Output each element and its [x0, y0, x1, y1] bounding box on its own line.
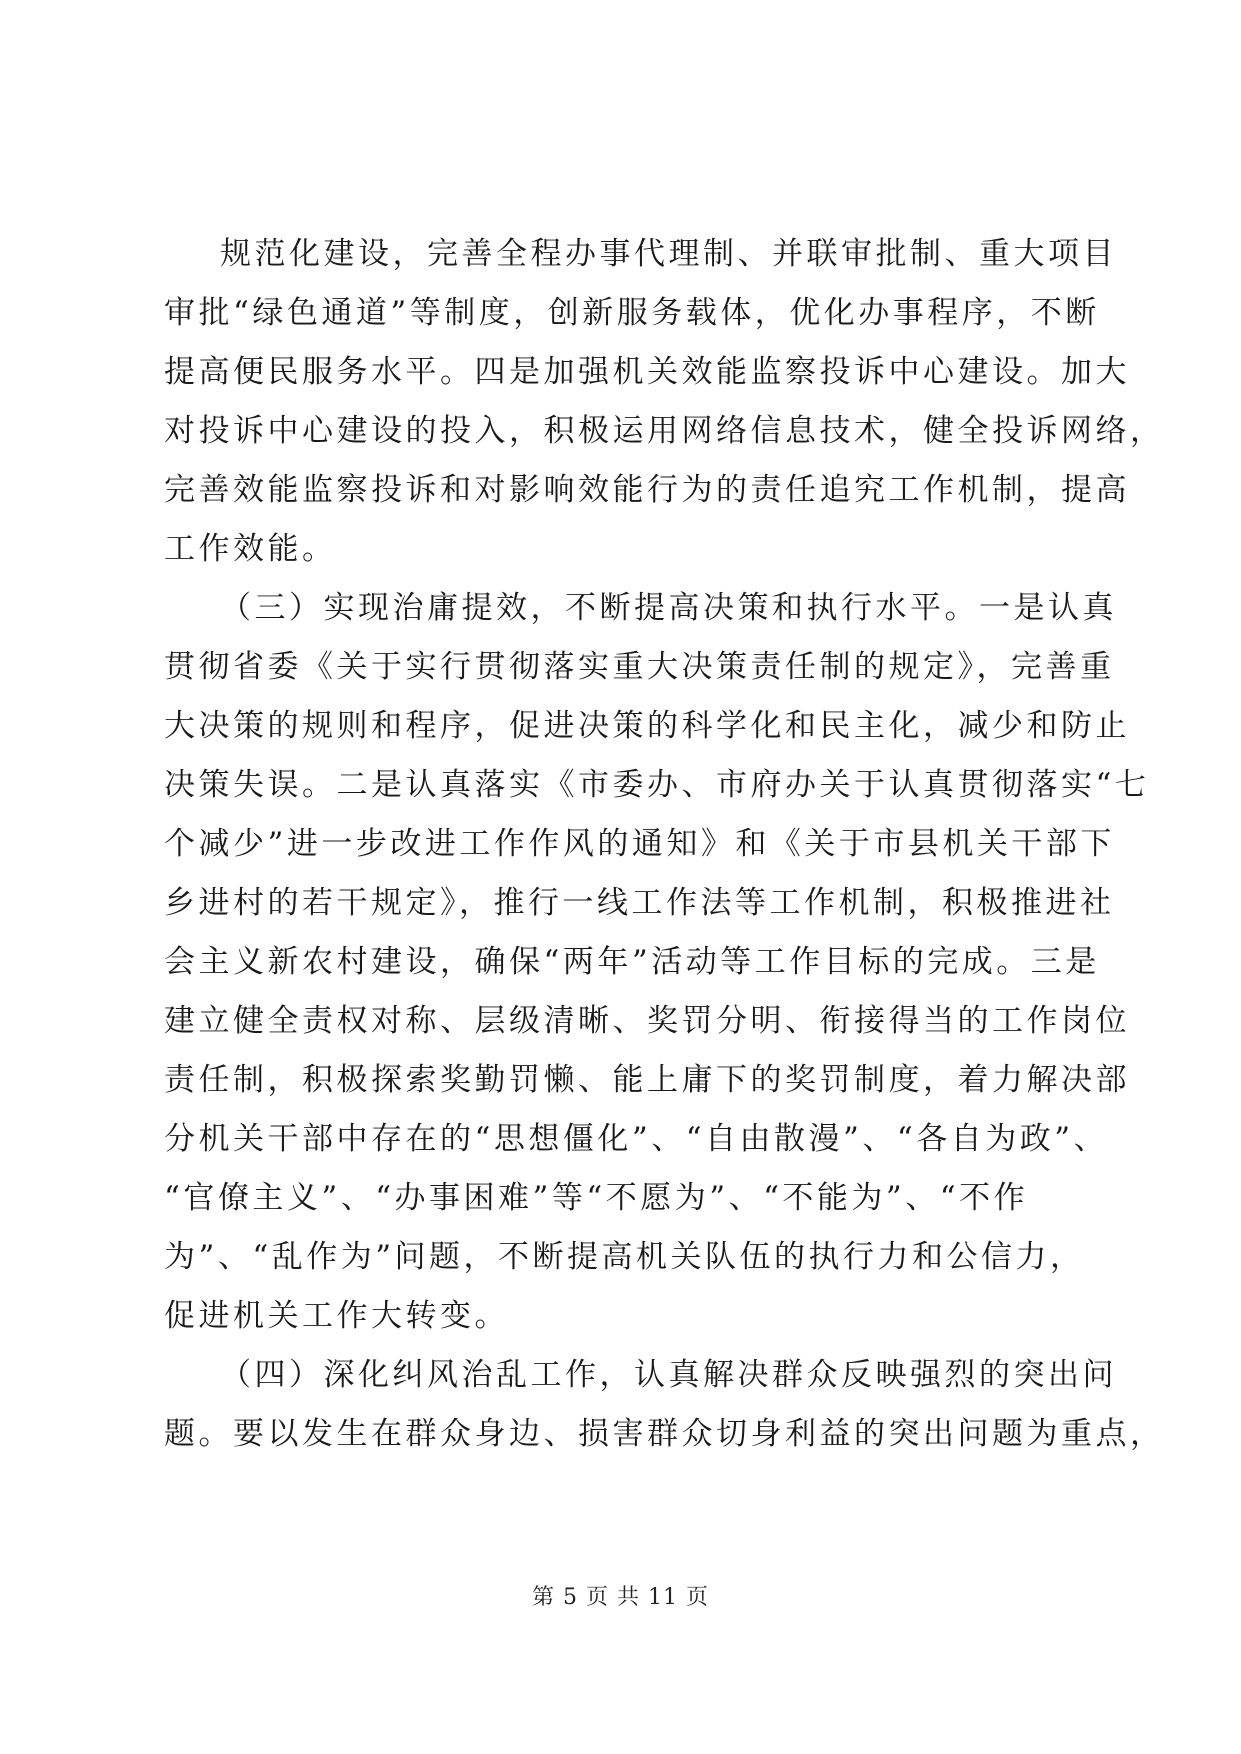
text-line: 贯彻省委《关于实行贯彻落实重大决策责任制的规定》，完善重 [164, 649, 1115, 685]
page-number-footer: 第 5 页 共 11 页 [532, 1585, 709, 1610]
body-text [164, 225, 1165, 1464]
text-line: “官僚主义”、“办事困难”等“不愿为”、“不能为”、“不作 [164, 1180, 1029, 1216]
text-line: 乡进村的若干规定》，推行一线工作法等工作机制，积极推进社 [164, 885, 1115, 921]
text-line: 分机关干部中存在的“思想僵化”、“自由散漫”、“各自为政”、 [164, 1121, 1109, 1157]
text-line: 个减少”进一步改进工作作风的通知》和《关于市县机关干部下 [164, 826, 1115, 862]
text-line: （四）深化纠风治乱工作，认真解决群众反映强烈的突出问 [220, 1357, 1117, 1393]
text-line: 完善效能监察投诉和对影响效能行为的责任追究工作机制，提高 [164, 472, 1130, 508]
text-line: 责任制，积极探索奖勤罚懒、能上庸下的奖罚制度，着力解决部 [164, 1062, 1130, 1098]
text-line: 为”、“乱作为”问题，不断提高机关队伍的执行力和公信力， [164, 1239, 1085, 1275]
text-line: 建立健全责权对称、层级清晰、奖罚分明、衔接得当的工作岗位 [164, 1003, 1130, 1039]
text-line: 促进机关工作大转变。 [164, 1298, 509, 1334]
text-line: 会主义新农村建设，确保“两年”活动等工作目标的完成。三是 [164, 944, 1100, 980]
text-line: 题。要以发生在群众身边、损害群众切身利益的突出问题为重点， [164, 1416, 1165, 1452]
text-line: 工作效能。 [164, 531, 337, 567]
text-line: 对投诉中心建设的投入，积极运用网络信息技术，健全投诉网络， [164, 413, 1165, 449]
text-line: 规范化建设，完善全程办事代理制、并联审批制、重大项目 [220, 236, 1117, 272]
text-line: 大决策的规则和程序，促进决策的科学化和民主化，减少和防止 [164, 708, 1130, 744]
text-line: 决策失误。二是认真落实《市委办、市府办关于认真贯彻落实“七 [164, 767, 1150, 803]
text-line: 审批“绿色通道”等制度，创新服务载体，优化办事程序，不断 [164, 295, 1100, 331]
text-line: （三）实现治庸提效，不断提高决策和执行水平。一是认真 [220, 590, 1117, 626]
text-line: 提高便民服务水平。四是加强机关效能监察投诉中心建设。加大 [164, 354, 1130, 390]
